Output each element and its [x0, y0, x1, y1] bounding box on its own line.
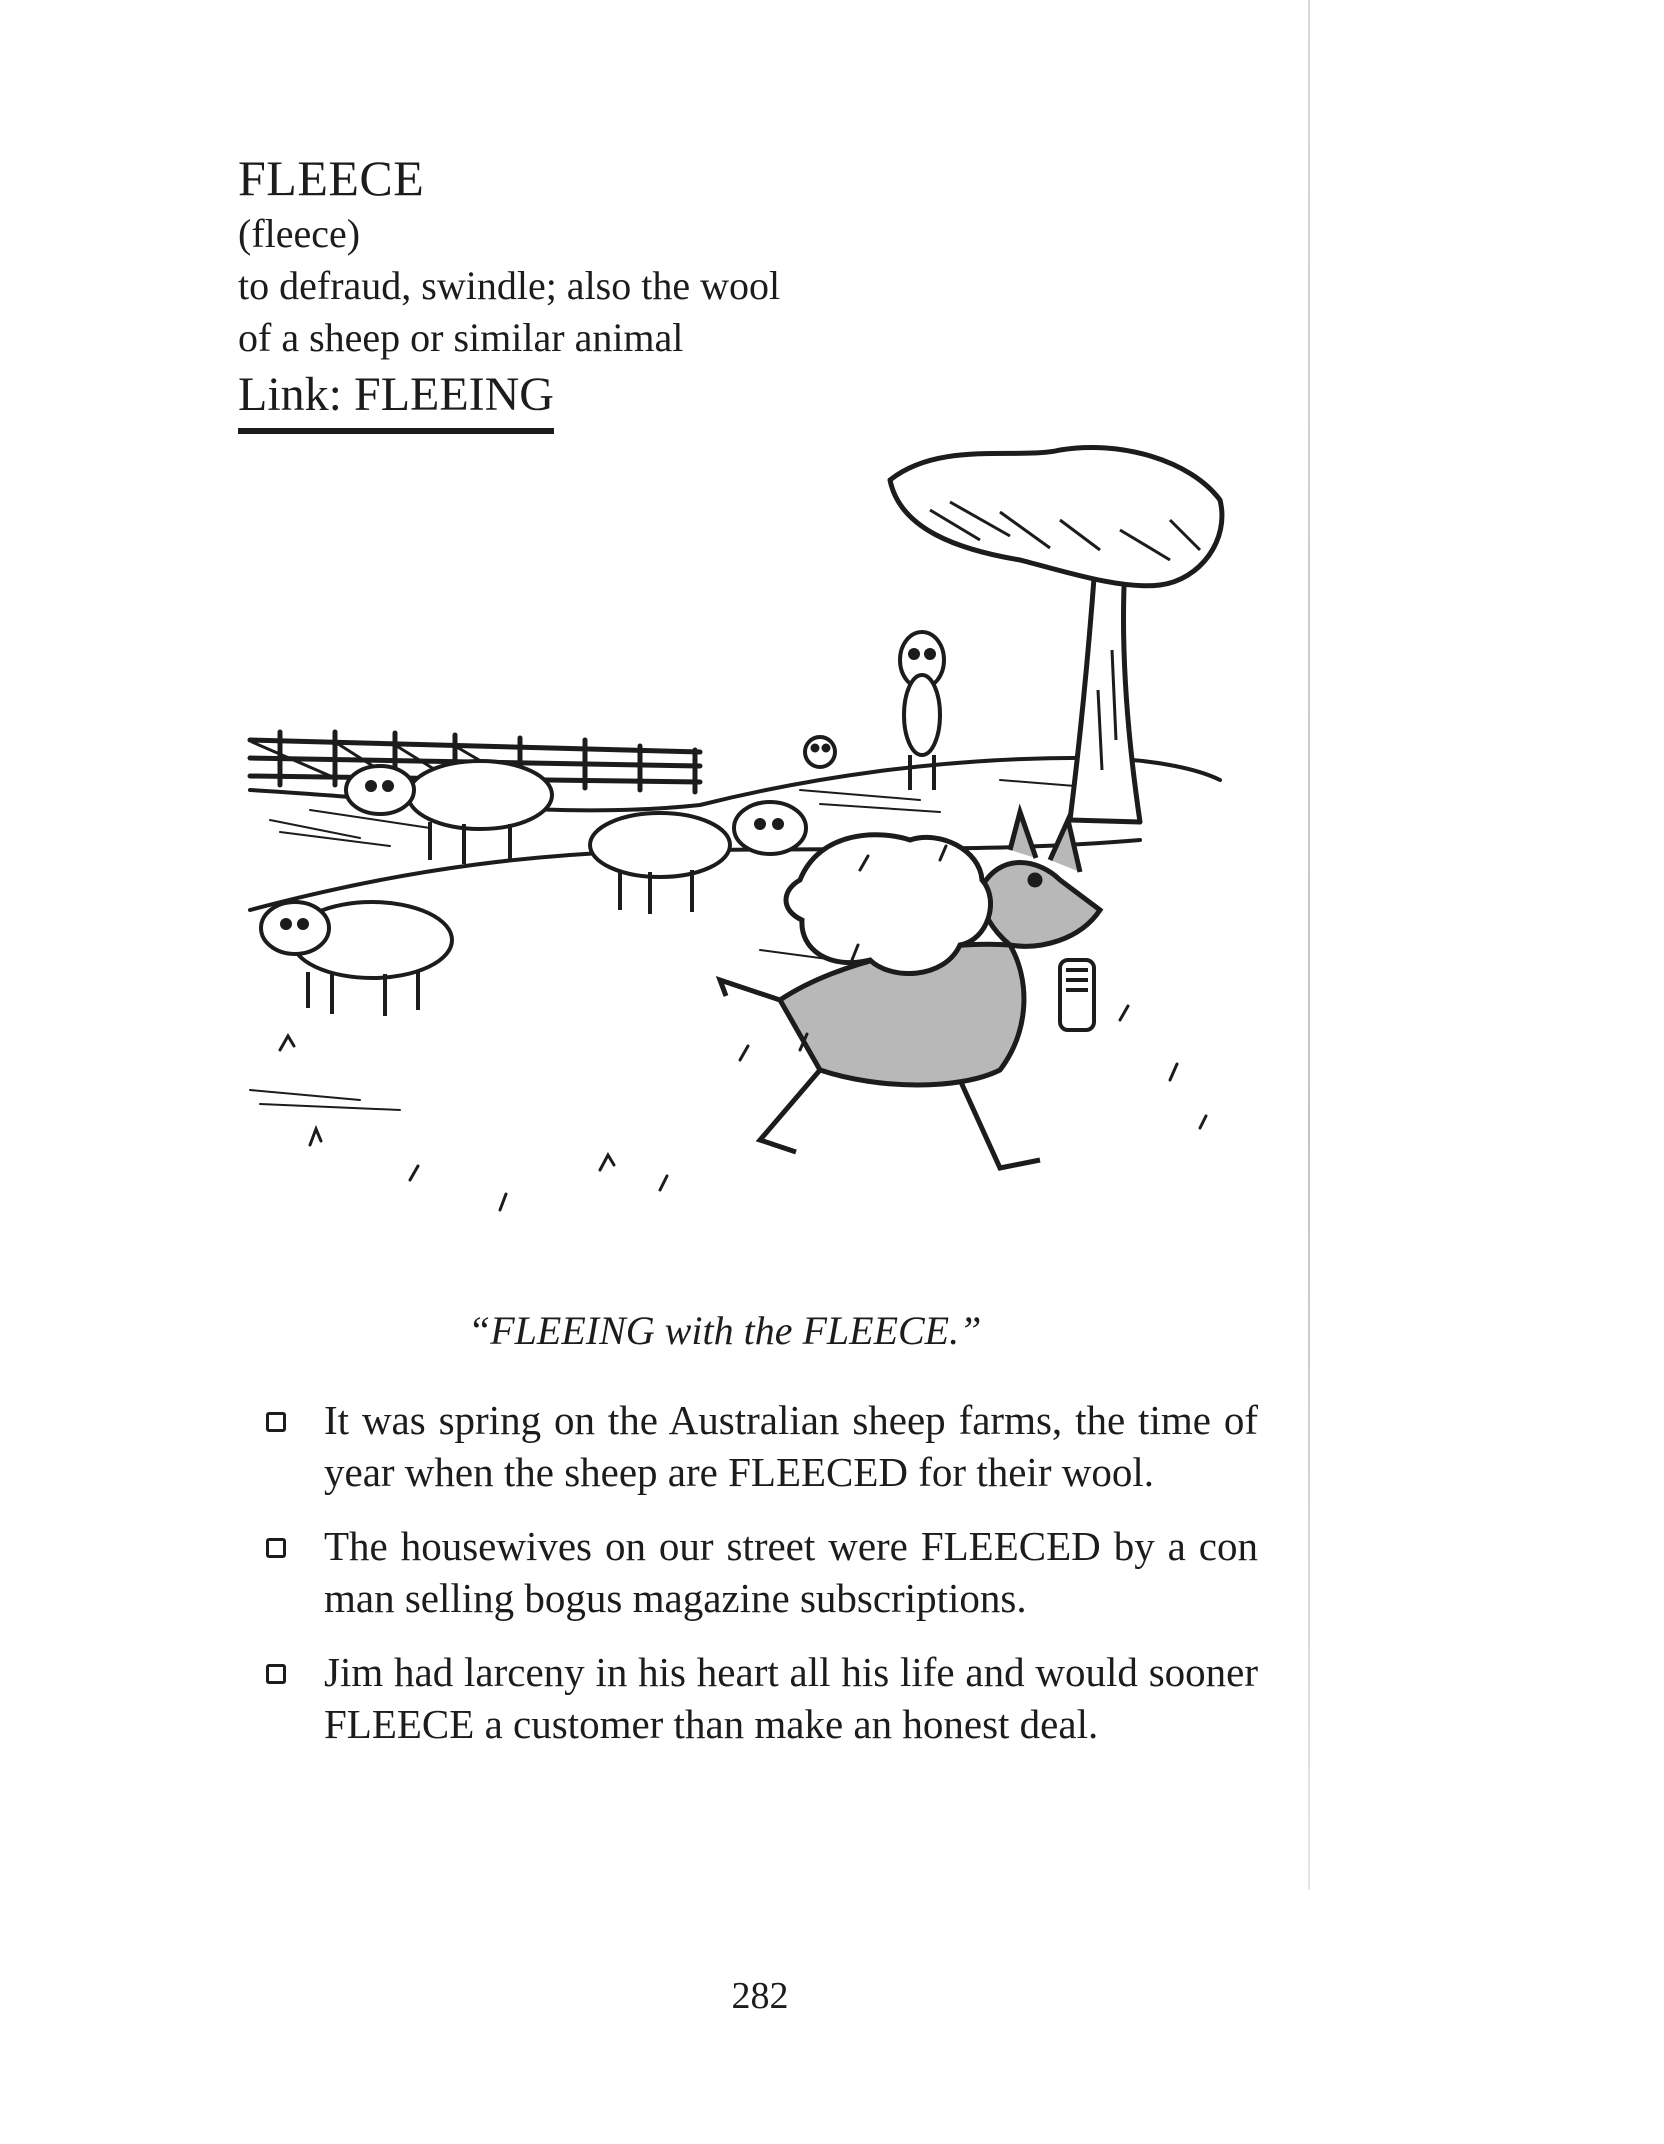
link-word: Link: FLEEING: [238, 364, 554, 434]
checkbox-icon: [266, 1538, 286, 1558]
example-item: [258, 1646, 1258, 1750]
example-text: The housewives on our street were FLEECED by a con man selling bogus magazine subscriptions.: [324, 1523, 1258, 1621]
example-item: [258, 1394, 1258, 1498]
checkbox-icon: [266, 1412, 286, 1432]
definition: to defraud, swindle; also the wool of a sheep or similar animal: [238, 263, 781, 360]
sheep-left-top: [346, 761, 552, 864]
shears-icon: [1060, 960, 1094, 1030]
page-edge-line: [1308, 0, 1310, 1890]
example-item: [258, 1520, 1258, 1624]
cartoon-illustration: [240, 440, 1260, 1320]
example-text: Jim had larceny in his heart all his life and would sooner FLEECE a customer than make an honest deal.: [324, 1649, 1258, 1747]
page-number: 282: [731, 1975, 789, 2017]
sheep-left-bottom: [261, 902, 452, 1016]
sheep-middle: [590, 802, 806, 914]
illustration-caption: “FLEEING with the FLEECE.”: [468, 1308, 982, 1353]
dictionary-entry: [238, 148, 998, 434]
checkbox-icon: [266, 1664, 286, 1684]
example-sentences: [258, 1394, 1258, 1772]
headword: FLEECE: [238, 150, 425, 206]
sheep-far: [805, 737, 835, 767]
example-text: It was spring on the Australian sheep farms, the time of year when the sheep are FLEECED for their wool.: [324, 1397, 1258, 1495]
pronunciation: (fleece): [238, 211, 361, 256]
